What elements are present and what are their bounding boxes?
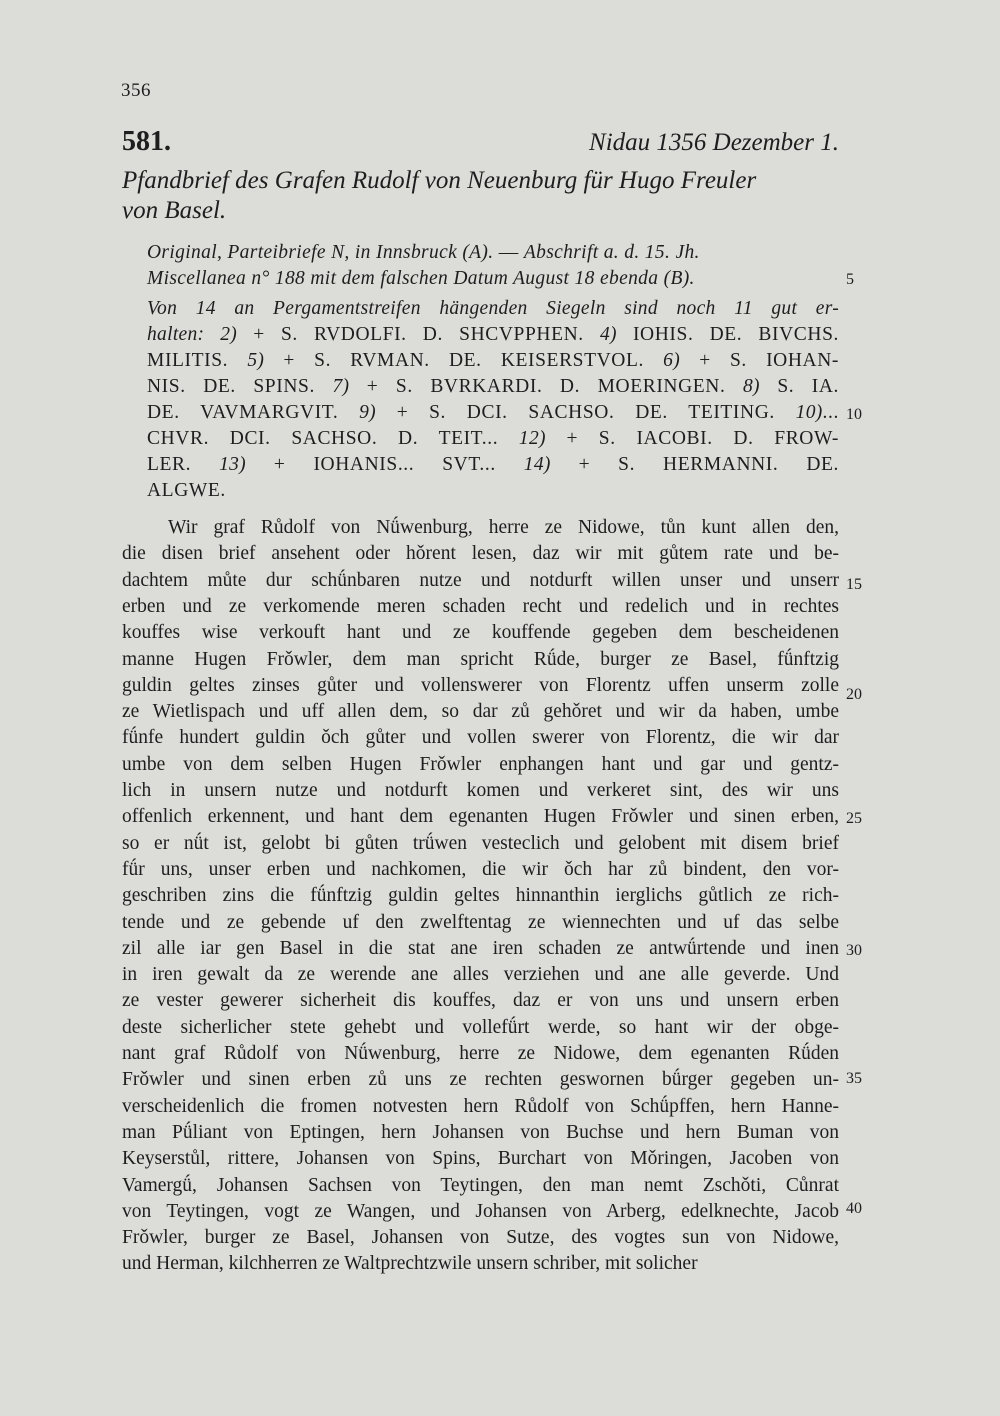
margin-line-number: 5	[846, 271, 854, 288]
body-text-line: Keyserstůl, rittere, Johansen von Spins, Burchart von Mǒringen, Jacoben von	[122, 1148, 839, 1170]
body-text-line: offenlich erkennent, und hant dem egenanten Hugen Frǒwler und sinen erben,	[122, 806, 839, 828]
seal-note-segment: 6)	[663, 350, 681, 371]
seal-note-segment: + S. BVRKARDI. D. MOERINGEN.	[349, 376, 743, 397]
seal-note-segment: IOHIS. DE. BIVCHS.	[616, 324, 840, 345]
page-number: 356	[121, 80, 151, 101]
seal-note-segment: S. IA.	[759, 376, 839, 397]
seal-note-line	[147, 402, 839, 424]
seal-note-line	[147, 324, 839, 346]
margin-line-number: 40	[846, 1200, 862, 1217]
body-text-line: fǘr uns, unser erben und nachkomen, die wir ǒch har zů bindent, den vor-	[122, 858, 839, 880]
source-note-line	[147, 268, 695, 290]
body-text-line: guldin geltes zinses gůter und vollenswerer von Florentz uffen unserm zolle	[122, 674, 839, 696]
seal-note-line	[147, 298, 839, 320]
seal-note-segment: CHVR. DCI. SACHSO. D. TEIT...	[147, 428, 519, 449]
source-note-text: Miscellanea n° 188 mit dem falschen Datum August 18 ebenda (B).	[147, 268, 695, 289]
seal-note-segment: + S. IOHAN-	[680, 350, 840, 371]
seal-note-segment: 12)	[518, 428, 546, 449]
seal-note-segment: + S. RVDOLFI. D. SHCVPPHEN.	[237, 324, 600, 345]
source-note-line	[147, 242, 700, 264]
body-text-line: von Teytingen, vogt ze Wangen, und Johansen von Arberg, edelknechte, Jacob	[122, 1200, 839, 1222]
document-number: 581.	[122, 126, 171, 157]
seal-note-segment: 4)	[599, 324, 617, 345]
body-text-line: in iren gewalt da ze werende ane alles verziehen und ane alle geverde. Und	[122, 964, 839, 986]
body-text-line: Frǒwler und sinen erben zů uns ze rechten geswornen bǘrger gegeben un-	[122, 1069, 839, 1091]
seal-note-line	[147, 480, 839, 502]
seal-note-segment: + S. DCI. SACHSO. DE. TEITING.	[375, 402, 796, 423]
body-text-line: und Herman, kilchherren ze Waltprechtzwile unsern schriber, mit solicher	[122, 1253, 698, 1275]
seal-note-segment: + IOHANIS... SVT...	[245, 454, 524, 475]
body-text-line: tende und ze gebende uf den zwelftentag ze wiennechten und uf das selbe	[122, 911, 839, 933]
body-text-line: deste sicherlicher stete gehebt und vollefǘrt werde, so hant wir der obge-	[122, 1016, 839, 1038]
body-text-line: verscheidenlich die fromen notvesten hern Růdolf von Schǘpffen, hern Hanne-	[122, 1095, 839, 1117]
seal-note-segment: 14)	[523, 454, 551, 475]
seal-note-segment: 5)	[247, 350, 265, 371]
body-text-line: kouffes wise verkouft hant und ze kouffende gegeben dem bescheidenen	[122, 622, 839, 644]
seal-note-line	[147, 454, 839, 476]
body-text-line: geschriben zins die fǘnftzig guldin geltes hinnanthin ierglichs gůtlich ze rich-	[122, 885, 839, 907]
body-text-line: erben und ze verkomende meren schaden recht und redelich und in rechtes	[122, 595, 839, 617]
body-text-line: manne Hugen Frǒwler, dem man spricht Rǘde, burger ze Basel, fǘnftzig	[122, 648, 839, 670]
margin-line-number: 15	[846, 576, 862, 593]
seal-note-segment: + S. HERMANNI. DE.	[550, 454, 839, 475]
margin-line-number: 35	[846, 1070, 862, 1087]
seal-note-segment: + S. RVMAN. DE. KEISERSTVOL.	[264, 350, 664, 371]
body-text-line: dachtem můte dur schǘnbaren nutze und notdurft willen unser und unserr	[122, 569, 839, 591]
body-text-line: ze Wietlispach und uff allen dem, so dar zů gehǒret und wir da haben, umbe	[122, 701, 839, 723]
body-text-line: Frǒwler, burger ze Basel, Johansen von Sutze, des vogtes sun von Nidowe,	[122, 1227, 839, 1249]
seal-note-segment: ...	[822, 402, 839, 423]
document-title-line: Pfandbrief des Grafen Rudolf von Neuenburg für Hugo Freuler	[122, 167, 757, 194]
seal-note-segment: 7)	[332, 376, 350, 397]
body-text-line: Wir graf Růdolf von Nǘwenburg, herre ze Nidowe, tůn kunt allen den,	[168, 517, 839, 538]
margin-line-number: 20	[846, 686, 862, 703]
source-note-text: Original, Parteibriefe N, in Innsbruck (A).	[147, 242, 494, 263]
seal-note-segment: 8)	[742, 376, 760, 397]
source-note-text: Abschrift a. d. 15. Jh.	[523, 242, 700, 263]
seal-note-segment: + S. IACOBI. D. FROW-	[545, 428, 840, 449]
seal-note-segment: 9)	[359, 402, 376, 423]
margin-line-number: 30	[846, 942, 862, 959]
body-text-line: zil alle iar gen Basel in die stat ane iren schaden ze antwǘrtende und inen	[122, 937, 839, 959]
body-text-line: nant graf Růdolf von Nǘwenburg, herre ze Nidowe, dem egenanten Rǘden	[122, 1043, 839, 1064]
seal-note-line	[147, 350, 839, 372]
seal-note-segment: NIS. DE. SPINS.	[147, 376, 333, 397]
body-text-line: so er nǘt ist, gelobt bi gůten trǘwen vesteclich und gelobent mit disem brief	[122, 832, 839, 854]
seal-note-segment: LER.	[147, 454, 220, 475]
seal-note-segment: 10)	[795, 402, 823, 423]
seal-note-segment: DE. VAVMARGVIT.	[147, 402, 360, 423]
source-note-dash: —	[493, 242, 524, 263]
seal-note-segment: MILITIS.	[147, 350, 248, 371]
place-date: Nidau 1356 Dezember 1.	[589, 129, 839, 156]
document-header	[122, 126, 839, 166]
body-text-line: umbe von dem selben Hugen Frǒwler enphangen hant und gar und gentz-	[122, 753, 839, 775]
seal-note-line	[147, 376, 839, 398]
body-text-line: Vamergǘ, Johansen Sachsen von Teytingen, den man nemt Zschǒti, Cůnrat	[122, 1174, 839, 1196]
body-text-line: die disen brief ansehent oder hǒrent lesen, daz wir mit gůtem rate und be-	[122, 543, 839, 565]
seal-note-segment: 13)	[219, 454, 246, 475]
body-text-line: lich in unsern nutze und notdurft komen und verkeret sint, des wir uns	[122, 780, 839, 801]
seal-note-segment: Von 14 an Pergamentstreifen hängenden Siegeln sind noch 11 gut er-	[147, 298, 839, 319]
body-text-line: ze vester gewerer sicherheit dis kouffes, daz er von uns und unsern erben	[122, 990, 839, 1012]
margin-line-number: 25	[846, 810, 862, 827]
seal-note-segment: halten: 2)	[147, 324, 238, 345]
body-text-line: fǘnfe hundert guldin ǒch gůter und vollen swerer von Florentz, die wir dar	[122, 727, 839, 749]
seal-note-segment: ALGWE.	[147, 480, 226, 501]
document-title-line: von Basel.	[122, 197, 227, 224]
body-text-line: man Pǘliant von Eptingen, hern Johansen von Buchse und hern Buman von	[122, 1121, 839, 1143]
seal-note-line	[147, 428, 839, 450]
margin-line-number: 10	[846, 406, 862, 423]
